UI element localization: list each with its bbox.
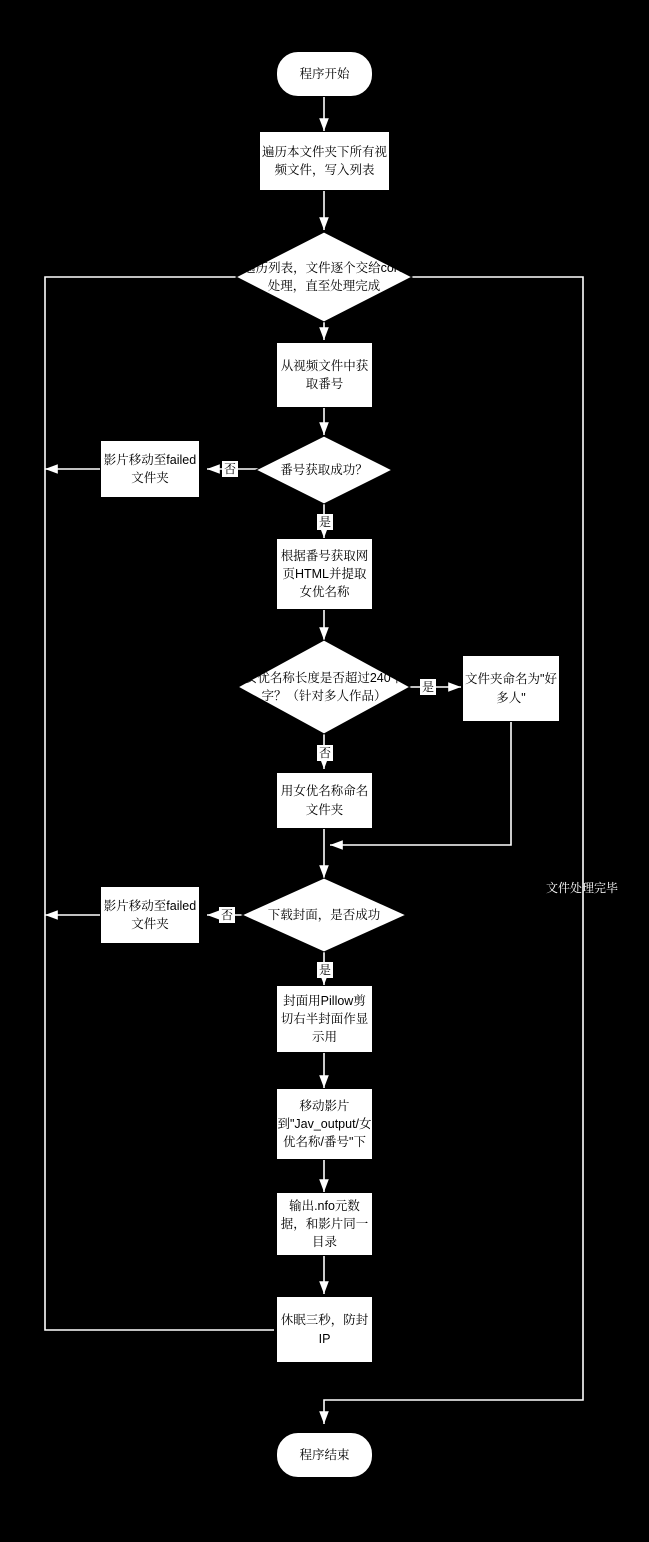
- node-crop-cover: 封面用Pillow剪切右半封面作显示用: [276, 985, 373, 1053]
- edge-label-cover-yes: 是: [319, 963, 332, 977]
- node-move-failed-2: 影片移动至failed文件夹: [100, 886, 200, 944]
- node-output-nfo: 输出.nfo元数据，和影片同一目录: [276, 1192, 373, 1256]
- node-name-folder: 用女优名称命名文件夹: [276, 772, 373, 829]
- edge-label-toolong-yes: 是: [422, 680, 435, 694]
- node-get-code: 从视频文件中获取番号: [276, 342, 373, 408]
- node-fetch-html: 根据番号获取网页HTML并提取女优名称: [276, 538, 373, 610]
- node-scan-videos: 遍历本文件夹下所有视频文件，写入列表: [259, 131, 390, 191]
- node-sleep: 休眠三秒，防封IP: [276, 1296, 373, 1363]
- node-start: 程序开始: [276, 51, 373, 97]
- node-loop-list-label: 遍历列表，文件逐个交给core处理，直至处理完成: [243, 260, 405, 293]
- node-code-success-label: 番号获取成功？: [280, 462, 368, 477]
- node-download-cover: [242, 878, 406, 952]
- node-move-output: 移动影片到"Jav_output/女优名称/番号"下: [276, 1088, 373, 1160]
- node-folder-many-people: 文件夹命名为"好多人": [462, 655, 560, 722]
- edge-label-cover-no: 否: [221, 908, 234, 922]
- node-loop-list: [236, 232, 412, 322]
- edge-label-processing-done: 文件处理完毕: [546, 881, 619, 895]
- edge-label-code-no: 否: [224, 462, 237, 476]
- edge-label-code-yes: 是: [319, 515, 332, 529]
- node-move-failed-1: 影片移动至failed文件夹: [100, 440, 200, 498]
- node-name-too-long-label: 女优名称长度是否超过240个字？（针对多人作品）: [244, 670, 404, 703]
- edge-label-toolong-no: 否: [319, 746, 332, 760]
- node-download-cover-label: 下载封面，是否成功: [267, 907, 381, 922]
- node-end: 程序结束: [276, 1432, 373, 1478]
- node-code-success: [256, 436, 392, 504]
- node-name-too-long: [238, 640, 410, 734]
